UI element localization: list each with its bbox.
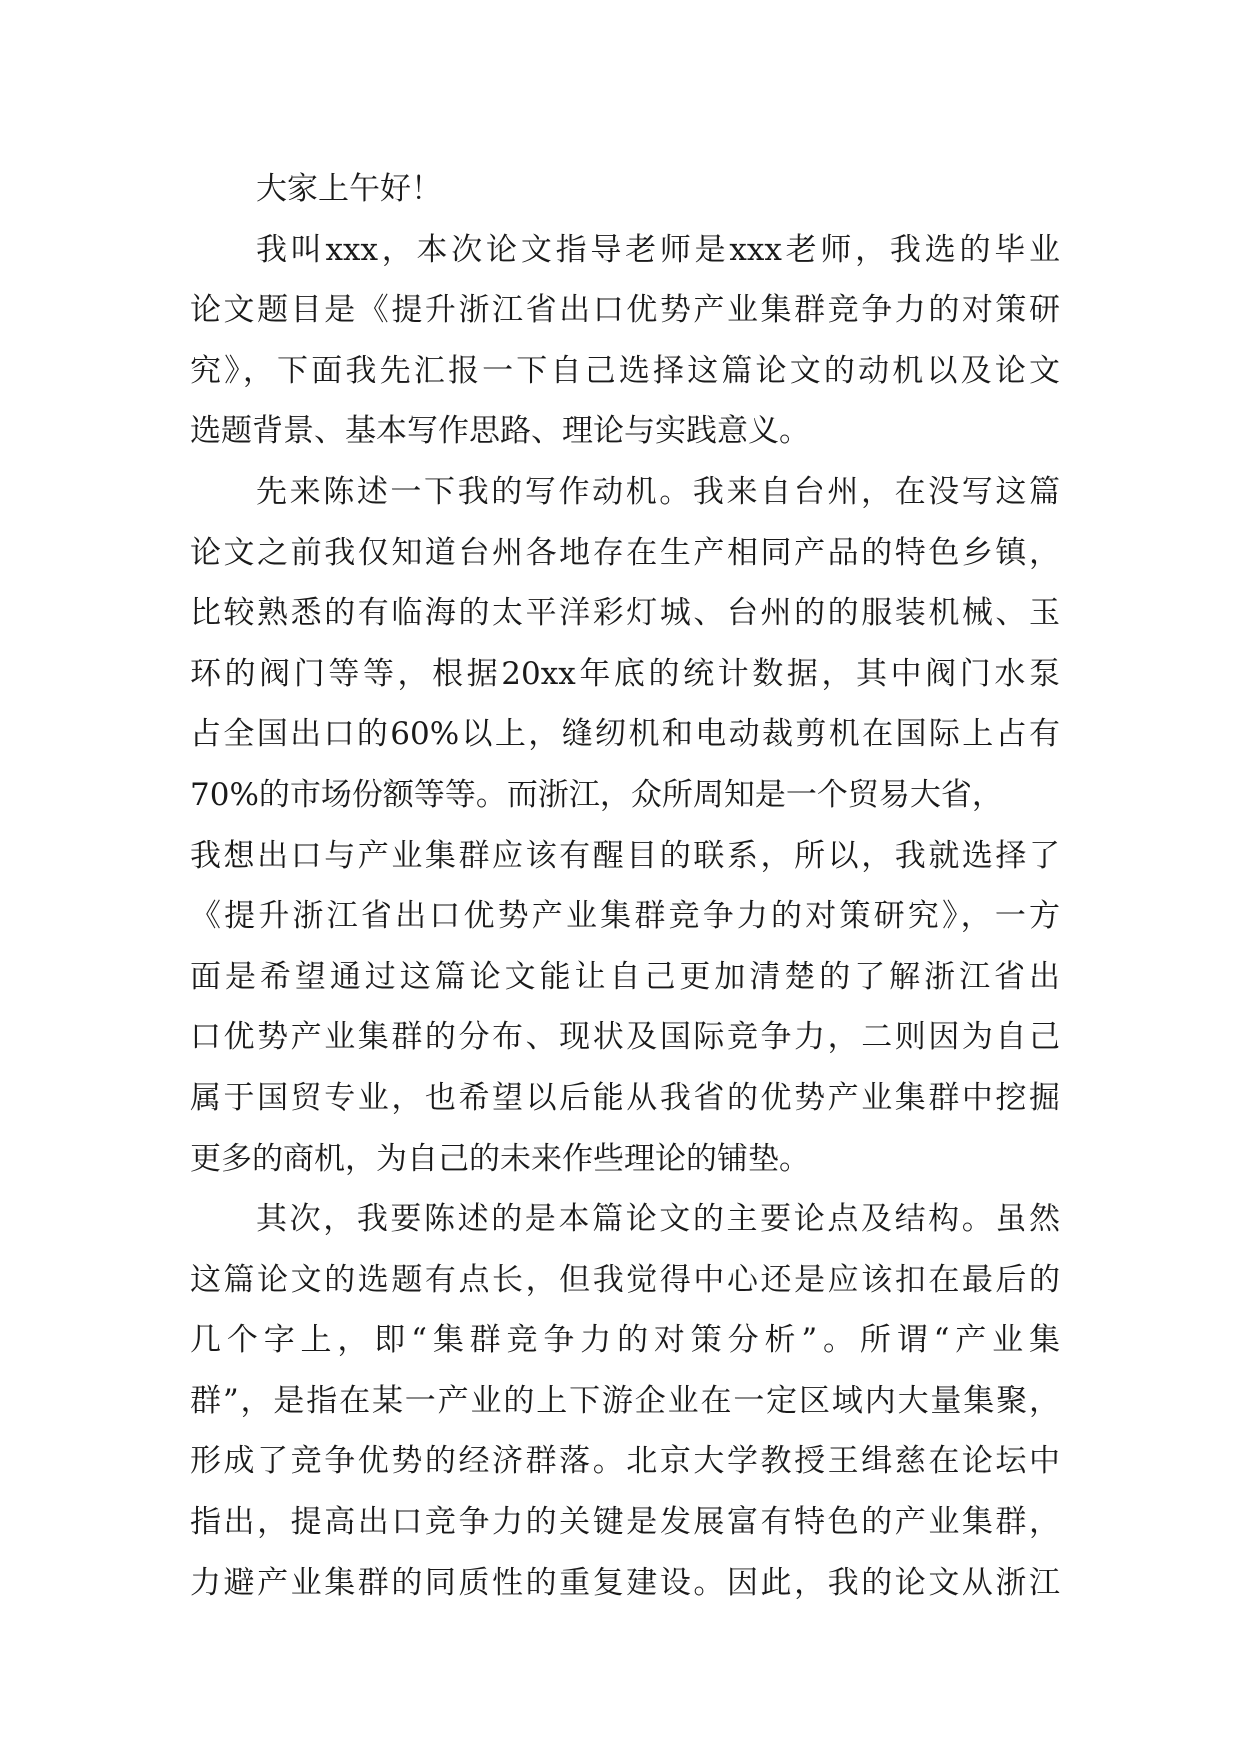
- text-line: 选题背景、基本写作思路、理论与实践意义。: [190, 413, 810, 450]
- text-line: 几个字上，即“集群竞争力的对策分析”。所谓“产业集: [190, 1322, 1060, 1359]
- text-line: 属于国贸专业，也希望以后能从我省的优势产业集群中挖掘: [190, 1079, 1060, 1116]
- text-line: 论文之前我仅知道台州各地存在生产相同产品的特色乡镇，: [190, 534, 1060, 571]
- text-line: 我想出口与产业集群应该有醒目的联系，所以，我就选择了: [190, 837, 1060, 874]
- text-line: 群”，是指在某一产业的上下游企业在一定区域内大量集聚，: [190, 1382, 1060, 1419]
- text-line: 环的阀门等等，根据20xx年底的统计数据，其中阀门水泵: [190, 655, 1060, 692]
- text-line: 《提升浙江省出口优势产业集群竞争力的对策研究》，一方: [190, 898, 1060, 935]
- text-line: 比较熟悉的有临海的太平洋彩灯城、台州的的服装机械、玉: [190, 595, 1060, 632]
- text-line: 究》，下面我先汇报一下自己选择这篇论文的动机以及论文: [190, 352, 1060, 389]
- text-line: 面是希望通过这篇论文能让自己更加清楚的了解浙江省出: [190, 958, 1060, 995]
- text-line: 更多的商机，为自己的未来作些理论的铺垫。: [190, 1140, 810, 1177]
- greeting-line: 大家上午好！: [256, 171, 442, 207]
- text-line: 形成了竞争优势的经济群落。北京大学教授王缉慈在论坛中: [190, 1443, 1060, 1480]
- text-line: 占全国出口的60%以上，缝纫机和电动裁剪机在国际上占有: [190, 716, 1060, 753]
- text-line: 先来陈述一下我的写作动机。我来自台州，在没写这篇: [256, 473, 1060, 510]
- text-line: 指出，提高出口竞争力的关键是发展富有特色的产业集群，: [190, 1504, 1060, 1541]
- text-line: 我叫xxx，本次论文指导老师是xxx老师，我选的毕业: [256, 231, 1060, 268]
- text-line: 这篇论文的选题有点长，但我觉得中心还是应该扣在最后的: [190, 1261, 1060, 1298]
- text-line: 70%的市场份额等等。而浙江，众所周知是一个贸易大省，: [190, 776, 1003, 813]
- text-line: 论文题目是《提升浙江省出口优势产业集群竞争力的对策研: [190, 292, 1060, 329]
- body-text: [190, 159, 1060, 1613]
- text-line: 口优势产业集群的分布、现状及国际竞争力，二则因为自己: [190, 1019, 1060, 1056]
- text-line: 力避产业集群的同质性的重复建设。因此，我的论文从浙江: [190, 1564, 1060, 1601]
- text-line: 其次，我要陈述的是本篇论文的主要论点及结构。虽然: [256, 1201, 1060, 1238]
